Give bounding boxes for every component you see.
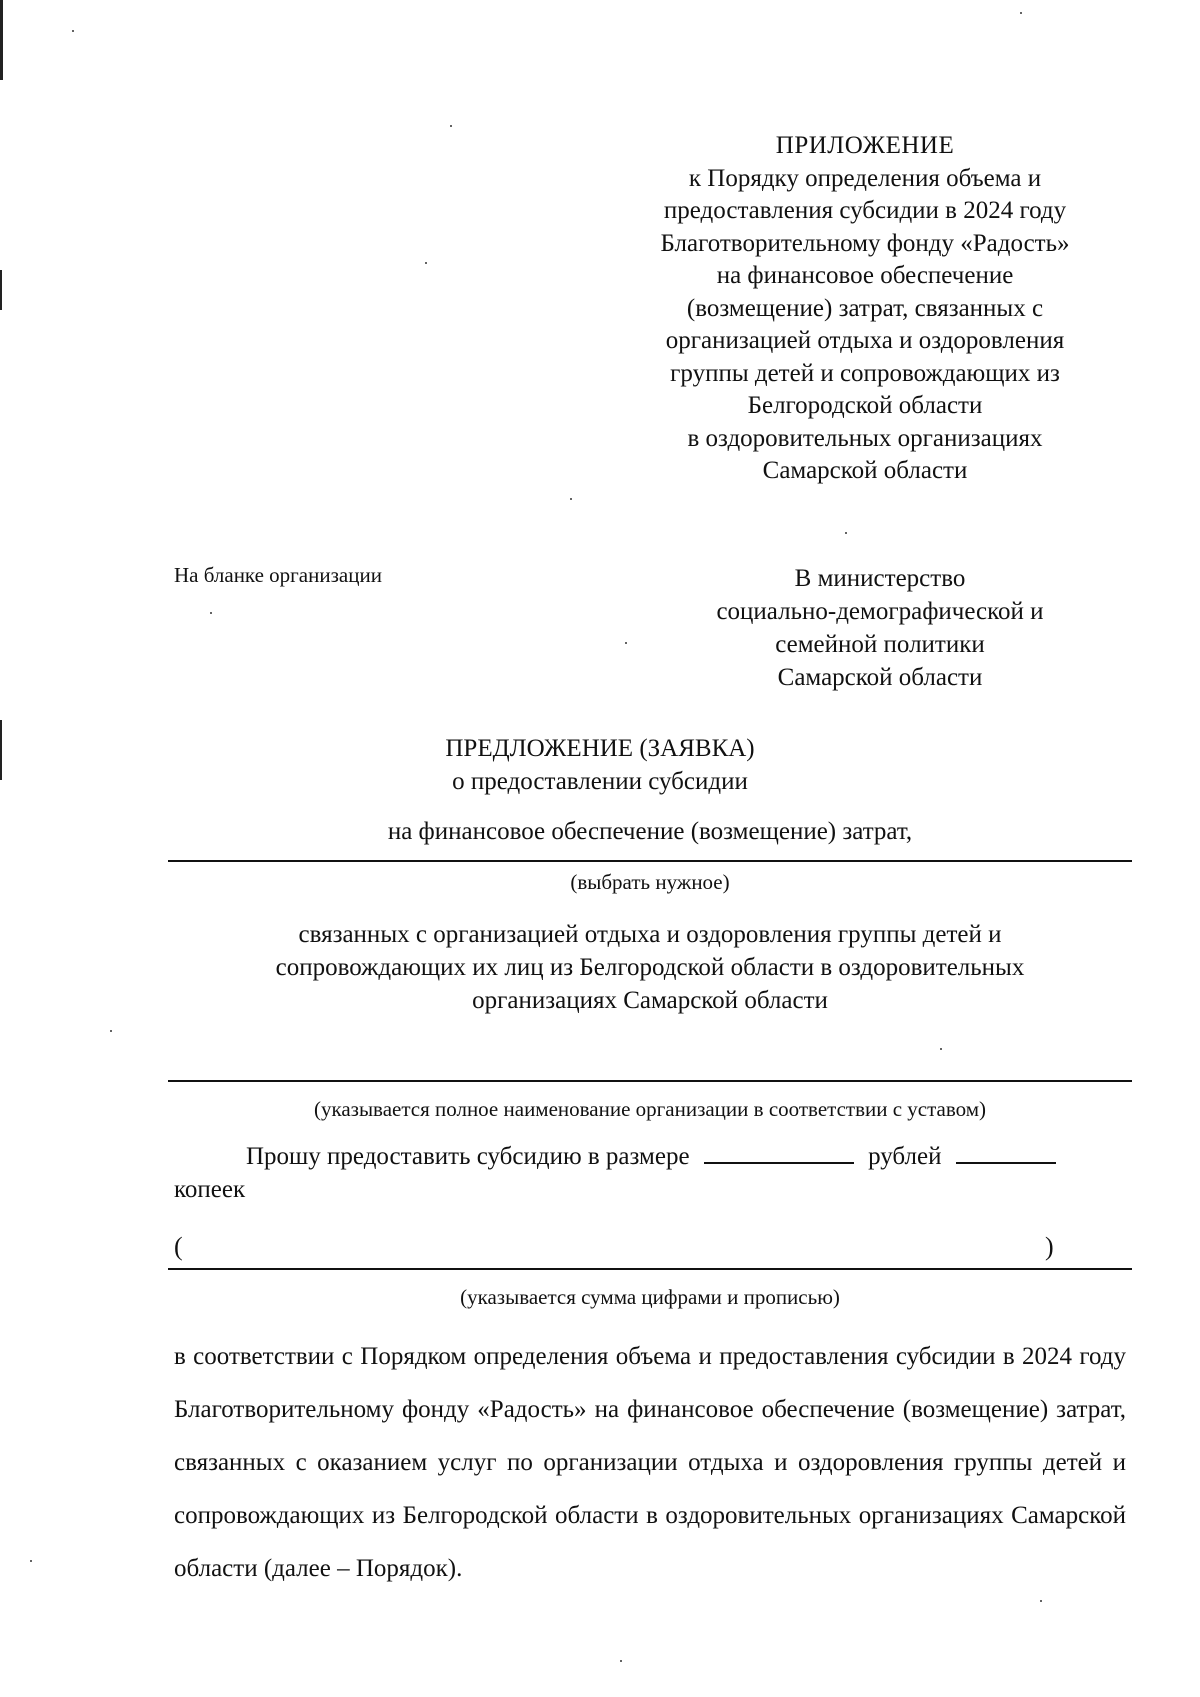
scan-speck [620, 1660, 622, 1662]
finance-underline [168, 860, 1132, 862]
letterhead-note: На бланке организации [174, 563, 382, 587]
appendix-block [620, 130, 1110, 488]
scan-speck [1020, 12, 1022, 14]
kopecks-amount-field[interactable] [956, 1140, 1056, 1164]
purpose-line: связанных с организацией отдыха и оздоровления группы детей и [298, 921, 1002, 948]
document-heading [300, 732, 900, 798]
appendix-line: организацией отдыха и оздоровления [665, 327, 1065, 354]
scan-edge-mark [0, 720, 2, 780]
request-text: Прошу предоставить субсидию в размере [246, 1143, 690, 1170]
scan-speck [72, 30, 74, 32]
scan-edge-mark [0, 270, 2, 310]
scan-speck [210, 612, 212, 614]
appendix-line: группы детей и сопровождающих из [670, 359, 1060, 387]
purpose-block [168, 918, 1132, 1017]
appendix-line: на финансовое обеспечение [716, 262, 1014, 289]
scan-speck [570, 498, 572, 500]
scan-speck [425, 262, 427, 264]
scan-speck [940, 1048, 942, 1050]
heading-subtitle: о предоставлении субсидии [452, 768, 748, 795]
purpose-line: организациях Самарской области [472, 987, 828, 1014]
scan-edge-mark [0, 0, 3, 80]
recipient-line: семейной политики [775, 631, 985, 658]
recipient-line: Самарской области [777, 664, 983, 691]
org-name-field[interactable] [168, 1080, 1132, 1082]
rubles-amount-field[interactable] [704, 1140, 854, 1164]
finance-line: на финансовое обеспечение (возмещение) затрат, [387, 818, 913, 845]
request-line [174, 1140, 1134, 1173]
rubles-label: рублей [868, 1143, 942, 1170]
scan-speck [1040, 1600, 1042, 1602]
org-name-hint: (указывается полное наименование организации в соответствии с уставом) [313, 1097, 987, 1121]
heading-title: ПРЕДЛОЖЕНИЕ (ЗАЯВКА) [445, 735, 755, 762]
sum-paren-close: ) [1045, 1232, 1054, 1261]
appendix-line: Самарской области [762, 457, 968, 484]
appendix-line: Благотворительному фонду «Радость» [660, 229, 1070, 257]
appendix-line: (возмещение) затрат, связанных с [686, 294, 1044, 322]
recipient-line: социально-демографической и [716, 598, 1044, 625]
scan-speck [845, 532, 847, 534]
scan-speck [30, 1560, 32, 1562]
recipient-block [680, 562, 1080, 694]
appendix-line: к Порядку определения объема и [688, 164, 1042, 192]
choose-hint: (выбрать нужное) [570, 870, 730, 894]
recipient-line: В министерство [794, 565, 966, 592]
appendix-line: Белгородской области [747, 392, 983, 419]
appendix-title: ПРИЛОЖЕНИЕ [775, 132, 955, 159]
sum-in-words-field[interactable] [168, 1268, 1132, 1270]
appendix-line: в оздоровительных организациях [687, 424, 1043, 452]
scan-speck [450, 125, 452, 127]
scan-speck [625, 642, 627, 644]
appendix-line: предоставления субсидии в 2024 году [663, 197, 1067, 224]
request-block [174, 1140, 1134, 1206]
purpose-line: сопровождающих их лиц из Белгородской области в оздоровительных [275, 954, 1025, 981]
scan-speck [110, 1030, 112, 1032]
kopecks-label: копеек [174, 1176, 246, 1203]
sum-hint: (указывается сумма цифрами и прописью) [460, 1285, 840, 1309]
body-paragraph: в соответствии с Порядком определения объема и предоставления субсидии в 2024 году Благотворительному фонду «Радость» на финансовое обеспечение (возмещение) затрат, связанных с оказанием услуг по организации отдыха и оздоровления группы детей и сопровождающих из Белгородской области в оздоровительных организациях Самарской области (далее – Порядок). [174, 1343, 1126, 1582]
sum-paren-open: ( [174, 1232, 183, 1261]
